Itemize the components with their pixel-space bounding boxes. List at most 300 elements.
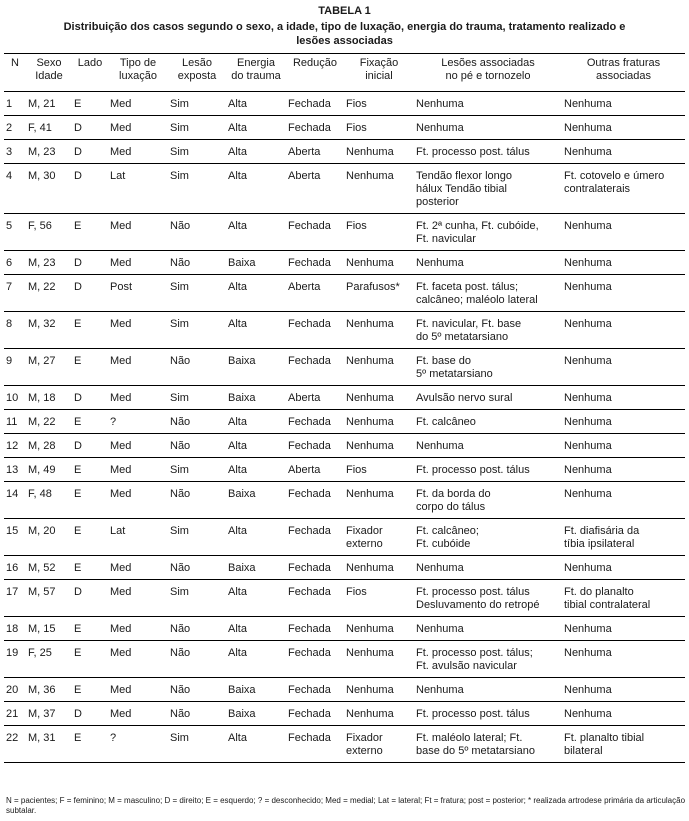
- cell-outras-fraturas: [562, 312, 685, 349]
- cell-text-line: Fixador: [346, 525, 383, 537]
- cell-lesao-exposta: Não: [170, 684, 191, 696]
- cell-sexo-idade: M, 31: [28, 732, 56, 744]
- cell-sexo-idade: M, 32: [28, 318, 56, 330]
- cell-text-line: Nenhuma: [564, 647, 612, 659]
- cell-energia-trauma: Alta: [228, 281, 247, 293]
- cell-outras-fraturas: [562, 214, 685, 251]
- cell-text-line: Nenhuma: [346, 562, 394, 574]
- cell-lesoes-associadas: [414, 434, 562, 458]
- cell-text-line: Desluvamento do retropé: [416, 599, 540, 611]
- cell-lado: E: [74, 732, 82, 744]
- cell-lesoes-associadas: [414, 726, 562, 763]
- cell-reducao: Aberta: [288, 170, 321, 182]
- cell-tipo-luxacao: Med: [110, 464, 132, 476]
- cell-tipo-luxacao: Post: [110, 281, 133, 293]
- cell-n: 10: [6, 392, 19, 404]
- cell-lado: E: [74, 647, 82, 659]
- cell-text-line: Nenhuma: [564, 464, 612, 476]
- cell-text-line: Fios: [346, 122, 367, 134]
- header-lado: Lado: [77, 57, 103, 69]
- cell-text-line: Ft. avulsão navicular: [416, 660, 517, 672]
- cell-sexo-idade: F, 41: [28, 122, 52, 134]
- cell-text-line: Nenhuma: [416, 562, 464, 574]
- cell-energia-trauma: Alta: [228, 122, 247, 134]
- cell-n: 22: [6, 732, 19, 744]
- cell-text-line: calcâneo; maléolo lateral: [416, 294, 538, 306]
- cell-lesoes-associadas: [414, 164, 562, 214]
- cell-energia-trauma: Alta: [228, 146, 247, 158]
- cell-text-line: Nenhuma: [564, 281, 612, 293]
- cell-sexo-idade: M, 57: [28, 586, 56, 598]
- cell-text-line: Nenhuma: [416, 122, 464, 134]
- cell-reducao: Fechada: [288, 525, 331, 537]
- cell-text-line: Ft. planalto tibial: [564, 732, 645, 744]
- cell-fixacao-inicial: [344, 519, 414, 556]
- cell-outras-fraturas: [562, 641, 685, 678]
- cell-tipo-luxacao: Med: [110, 392, 132, 404]
- cell-text-line: Fios: [346, 586, 367, 598]
- cell-outras-fraturas: [562, 678, 685, 702]
- cell-text-line: Nenhuma: [564, 708, 612, 720]
- cell-text-line: Ft. processo post. tálus: [416, 708, 530, 720]
- cell-reducao: Fechada: [288, 488, 331, 500]
- cell-n: 14: [6, 488, 19, 500]
- cell-n: 7: [6, 281, 13, 293]
- cell-n: 13: [6, 464, 19, 476]
- cell-outras-fraturas: [562, 164, 685, 214]
- cell-lesoes-associadas: [414, 349, 562, 386]
- cell-tipo-luxacao: Med: [110, 146, 132, 158]
- cell-text-line: Nenhuma: [346, 146, 394, 158]
- cell-sexo-idade: M, 49: [28, 464, 56, 476]
- cell-text-line: Nenhuma: [346, 416, 394, 428]
- table-row: [4, 275, 685, 312]
- cell-n: 20: [6, 684, 19, 696]
- cell-text-line: Fixador: [346, 732, 383, 744]
- cell-text-line: Nenhuma: [416, 684, 464, 696]
- cell-sexo-idade: M, 23: [28, 146, 56, 158]
- cell-fixacao-inicial: [344, 641, 414, 678]
- cell-energia-trauma: Alta: [228, 98, 247, 110]
- cell-tipo-luxacao: Med: [110, 586, 132, 598]
- cell-text-line: corpo do tálus: [416, 501, 486, 513]
- table-row: [4, 312, 685, 349]
- cell-n: 2: [6, 122, 13, 134]
- cell-tipo-luxacao: Med: [110, 220, 132, 232]
- cell-outras-fraturas: [562, 580, 685, 617]
- cell-sexo-idade: F, 56: [28, 220, 52, 232]
- cell-lado: E: [74, 562, 82, 574]
- cell-sexo-idade: M, 18: [28, 392, 56, 404]
- cell-lesao-exposta: Não: [170, 562, 191, 574]
- cell-outras-fraturas: [562, 410, 685, 434]
- cell-reducao: Aberta: [288, 281, 321, 293]
- cell-n: 12: [6, 440, 19, 452]
- cell-reducao: Fechada: [288, 440, 331, 452]
- cell-text-line: tíbia ipsilateral: [564, 538, 635, 550]
- cell-lesao-exposta: Sim: [170, 318, 189, 330]
- cell-text-line: Ft. processo post. tálus: [416, 146, 530, 158]
- cell-lesoes-associadas: [414, 410, 562, 434]
- cell-energia-trauma: Baixa: [228, 355, 256, 367]
- cell-lesao-exposta: Sim: [170, 525, 189, 537]
- cell-outras-fraturas: [562, 92, 685, 116]
- cell-text-line: posterior: [416, 196, 459, 208]
- cell-fixacao-inicial: [344, 678, 414, 702]
- cell-reducao: Fechada: [288, 318, 331, 330]
- cell-outras-fraturas: [562, 251, 685, 275]
- header-lesao-exposta: Lesão exposta: [177, 57, 217, 82]
- cell-text-line: do 5º metatarsiano: [416, 331, 509, 343]
- cell-lesoes-associadas: [414, 482, 562, 519]
- cell-text-line: externo: [346, 745, 383, 757]
- cell-tipo-luxacao: Med: [110, 488, 132, 500]
- cell-lado: E: [74, 355, 82, 367]
- cell-text-line: Nenhuma: [564, 562, 612, 574]
- cell-reducao: Fechada: [288, 355, 331, 367]
- cell-fixacao-inicial: [344, 349, 414, 386]
- cell-reducao: Fechada: [288, 257, 331, 269]
- cell-reducao: Fechada: [288, 623, 331, 635]
- cell-text-line: Ft. processo post. tálus: [416, 464, 530, 476]
- cell-lesao-exposta: Sim: [170, 281, 189, 293]
- cell-text-line: externo: [346, 538, 383, 550]
- cell-text-line: Fios: [346, 464, 367, 476]
- table-row: [4, 726, 685, 763]
- cell-lesoes-associadas: [414, 116, 562, 140]
- cell-lesao-exposta: Não: [170, 708, 191, 720]
- cell-lado: E: [74, 98, 82, 110]
- cell-energia-trauma: Baixa: [228, 257, 256, 269]
- cell-lesoes-associadas: [414, 312, 562, 349]
- cell-lesao-exposta: Não: [170, 440, 191, 452]
- cell-fixacao-inicial: [344, 726, 414, 763]
- table-row: [4, 410, 685, 434]
- cell-lado: D: [74, 708, 82, 720]
- table-row: [4, 556, 685, 580]
- cell-sexo-idade: M, 37: [28, 708, 56, 720]
- cell-text-line: Ft. maléolo lateral; Ft.: [416, 732, 523, 744]
- cell-n: 21: [6, 708, 19, 720]
- cell-energia-trauma: Baixa: [228, 488, 256, 500]
- cell-text-line: Nenhuma: [564, 355, 612, 367]
- cell-reducao: Aberta: [288, 464, 321, 476]
- table-row: [4, 386, 685, 410]
- cell-reducao: Fechada: [288, 98, 331, 110]
- cell-lado: E: [74, 684, 82, 696]
- cell-text-line: Nenhuma: [564, 257, 612, 269]
- cell-tipo-luxacao: Med: [110, 440, 132, 452]
- cell-lesoes-associadas: [414, 641, 562, 678]
- table-row: [4, 349, 685, 386]
- cell-sexo-idade: M, 27: [28, 355, 56, 367]
- cell-text-line: Tendão flexor longo: [416, 170, 513, 182]
- cell-outras-fraturas: [562, 702, 685, 726]
- cell-outras-fraturas: [562, 349, 685, 386]
- cell-text-line: Ft. base do: [416, 355, 472, 367]
- cell-outras-fraturas: [562, 617, 685, 641]
- cell-tipo-luxacao: Med: [110, 257, 132, 269]
- header-row: [4, 54, 685, 92]
- cell-lado: E: [74, 525, 82, 537]
- cell-text-line: Nenhuma: [346, 684, 394, 696]
- cell-fixacao-inicial: [344, 617, 414, 641]
- cell-n: 9: [6, 355, 13, 367]
- cell-tipo-luxacao: Med: [110, 98, 132, 110]
- cell-lado: E: [74, 623, 82, 635]
- cell-lesoes-associadas: [414, 580, 562, 617]
- cell-outras-fraturas: [562, 116, 685, 140]
- cell-n: 1: [6, 98, 13, 110]
- cell-text-line: Nenhuma: [346, 355, 394, 367]
- cell-n: 18: [6, 623, 19, 635]
- cell-tipo-luxacao: Med: [110, 318, 132, 330]
- cell-lesao-exposta: Sim: [170, 146, 189, 158]
- cell-lado: D: [74, 586, 82, 598]
- cell-n: 3: [6, 146, 13, 158]
- cell-lesao-exposta: Sim: [170, 122, 189, 134]
- cell-lado: D: [74, 122, 82, 134]
- cell-lesoes-associadas: [414, 386, 562, 410]
- cell-text-line: Parafusos*: [346, 281, 400, 293]
- cell-lado: D: [74, 281, 82, 293]
- cell-lesoes-associadas: [414, 275, 562, 312]
- cell-reducao: Aberta: [288, 392, 321, 404]
- cell-lesao-exposta: Não: [170, 623, 191, 635]
- cell-lesoes-associadas: [414, 140, 562, 164]
- cell-reducao: Fechada: [288, 586, 331, 598]
- cell-n: 15: [6, 525, 19, 537]
- cell-text-line: Ft. 2ª cunha, Ft. cubóide,: [416, 220, 539, 232]
- cell-text-line: Nenhuma: [346, 392, 394, 404]
- cell-sexo-idade: M, 20: [28, 525, 56, 537]
- header-reducao: Redução: [292, 57, 338, 69]
- cell-sexo-idade: F, 48: [28, 488, 52, 500]
- header-fixacao-inicial: Fixação inicial: [359, 57, 399, 82]
- cell-energia-trauma: Alta: [228, 170, 247, 182]
- cell-outras-fraturas: [562, 275, 685, 312]
- cell-tipo-luxacao: Med: [110, 708, 132, 720]
- header-tipo-luxacao: Tipo de luxação: [119, 57, 157, 82]
- cell-text-line: Nenhuma: [564, 98, 612, 110]
- cell-text-line: Ft. cubóide: [416, 538, 471, 550]
- cell-lado: E: [74, 488, 82, 500]
- cell-n: 8: [6, 318, 13, 330]
- cell-tipo-luxacao: Med: [110, 623, 132, 635]
- cell-sexo-idade: M, 15: [28, 623, 56, 635]
- cell-lesao-exposta: Sim: [170, 464, 189, 476]
- cell-lesoes-associadas: [414, 519, 562, 556]
- table-body: [4, 92, 685, 763]
- cell-lesao-exposta: Sim: [170, 586, 189, 598]
- header-outras-fraturas: Outras fraturas associadas: [586, 57, 661, 82]
- cell-reducao: Fechada: [288, 732, 331, 744]
- cell-outras-fraturas: [562, 458, 685, 482]
- cell-tipo-luxacao: ?: [110, 416, 117, 428]
- table-row: [4, 641, 685, 678]
- cell-lesao-exposta: Sim: [170, 98, 189, 110]
- cell-outras-fraturas: [562, 386, 685, 410]
- cell-energia-trauma: Alta: [228, 647, 247, 659]
- cell-text-line: Nenhuma: [346, 440, 394, 452]
- cell-text-line: Ft. processo post. tálus: [416, 586, 530, 598]
- table-row: [4, 92, 685, 116]
- cell-lesao-exposta: Não: [170, 647, 191, 659]
- cell-n: 5: [6, 220, 13, 232]
- table-row: [4, 617, 685, 641]
- cell-lado: E: [74, 220, 82, 232]
- cell-energia-trauma: Baixa: [228, 392, 256, 404]
- cell-lado: D: [74, 392, 82, 404]
- table-footnote: N = pacientes; F = feminino; M = masculino; D = direito; E = esquerdo; ? = desconhecido; Med = medial; Lat = lateral; Ft = fratura; post = posterior; * realizada artrodese primária da articulação subtalar.: [6, 796, 686, 815]
- cell-lado: E: [74, 318, 82, 330]
- cell-energia-trauma: Baixa: [228, 708, 256, 720]
- cell-tipo-luxacao: Lat: [110, 525, 126, 537]
- cell-text-line: Avulsão nervo sural: [416, 392, 513, 404]
- cell-text-line: tibial contralateral: [564, 599, 651, 611]
- cell-fixacao-inicial: [344, 116, 414, 140]
- cell-text-line: Ft. diafisária da: [564, 525, 640, 537]
- cell-fixacao-inicial: [344, 386, 414, 410]
- cell-text-line: Ft. do planalto: [564, 586, 634, 598]
- cell-text-line: Nenhuma: [346, 647, 394, 659]
- cell-fixacao-inicial: [344, 580, 414, 617]
- cell-text-line: Nenhuma: [416, 98, 464, 110]
- cell-reducao: Aberta: [288, 146, 321, 158]
- table-row: [4, 251, 685, 275]
- cell-fixacao-inicial: [344, 164, 414, 214]
- cell-lado: E: [74, 464, 82, 476]
- cell-lado: E: [74, 416, 82, 428]
- table-row: [4, 164, 685, 214]
- cell-lesoes-associadas: [414, 556, 562, 580]
- cell-text-line: Nenhuma: [346, 488, 394, 500]
- cell-text-line: Nenhuma: [564, 122, 612, 134]
- cell-tipo-luxacao: Med: [110, 355, 132, 367]
- cell-text-line: 5º metatarsiano: [416, 368, 493, 380]
- table-subtitle: Distribuição dos casos segundo o sexo, a idade, tipo de luxação, energia do trauma, tratamento realizado e lesões associadas: [63, 21, 626, 47]
- table-title: TABELA 1: [318, 5, 371, 17]
- cell-text-line: Ft. da borda do: [416, 488, 491, 500]
- cell-sexo-idade: M, 52: [28, 562, 56, 574]
- cell-sexo-idade: M, 28: [28, 440, 56, 452]
- cell-sexo-idade: M, 22: [28, 281, 56, 293]
- cell-tipo-luxacao: Med: [110, 684, 132, 696]
- cell-outras-fraturas: [562, 556, 685, 580]
- cell-lesao-exposta: Não: [170, 257, 191, 269]
- cell-outras-fraturas: [562, 434, 685, 458]
- cell-n: 4: [6, 170, 13, 182]
- cell-energia-trauma: Alta: [228, 623, 247, 635]
- cell-outras-fraturas: [562, 482, 685, 519]
- cell-text-line: Nenhuma: [416, 440, 464, 452]
- table-row: [4, 458, 685, 482]
- cell-text-line: Nenhuma: [564, 488, 612, 500]
- cell-lesao-exposta: Não: [170, 220, 191, 232]
- cell-n: 11: [6, 416, 18, 428]
- cell-text-line: Ft. navicular: [416, 233, 476, 245]
- cell-text-line: Nenhuma: [564, 318, 612, 330]
- table-row: [4, 214, 685, 251]
- cell-lesoes-associadas: [414, 702, 562, 726]
- cell-reducao: Fechada: [288, 647, 331, 659]
- cell-text-line: Nenhuma: [416, 623, 464, 635]
- cell-outras-fraturas: [562, 140, 685, 164]
- cell-energia-trauma: Alta: [228, 464, 247, 476]
- cell-text-line: Nenhuma: [346, 257, 394, 269]
- cell-lado: D: [74, 257, 82, 269]
- table-row: [4, 580, 685, 617]
- table-row: [4, 116, 685, 140]
- cell-energia-trauma: Alta: [228, 318, 247, 330]
- cell-lesao-exposta: Não: [170, 355, 191, 367]
- cell-fixacao-inicial: [344, 214, 414, 251]
- cell-text-line: Fios: [346, 98, 367, 110]
- cell-reducao: Fechada: [288, 416, 331, 428]
- cell-text-line: Nenhuma: [346, 708, 394, 720]
- cell-lesao-exposta: Não: [170, 488, 191, 500]
- cell-text-line: Ft. cotovelo e úmero: [564, 170, 665, 182]
- cell-energia-trauma: Alta: [228, 732, 247, 744]
- cell-n: 17: [6, 586, 19, 598]
- cases-table: [4, 53, 685, 763]
- cell-lesoes-associadas: [414, 678, 562, 702]
- cell-lesoes-associadas: [414, 617, 562, 641]
- cell-text-line: Nenhuma: [416, 257, 464, 269]
- cell-text-line: Ft. calcâneo;: [416, 525, 479, 537]
- cell-fixacao-inicial: [344, 92, 414, 116]
- cell-text-line: Nenhuma: [564, 684, 612, 696]
- cell-text-line: Nenhuma: [346, 623, 394, 635]
- cell-energia-trauma: Baixa: [228, 562, 256, 574]
- cell-lesoes-associadas: [414, 251, 562, 275]
- cell-fixacao-inicial: [344, 482, 414, 519]
- cell-text-line: Nenhuma: [346, 170, 394, 182]
- cell-outras-fraturas: [562, 519, 685, 556]
- cell-fixacao-inicial: [344, 410, 414, 434]
- cell-text-line: bilateral: [564, 745, 603, 757]
- cell-reducao: Fechada: [288, 684, 331, 696]
- cell-text-line: Nenhuma: [346, 318, 394, 330]
- cell-sexo-idade: M, 30: [28, 170, 56, 182]
- table-row: [4, 678, 685, 702]
- cell-fixacao-inicial: [344, 434, 414, 458]
- cell-text-line: Nenhuma: [564, 220, 612, 232]
- cell-text-line: hálux Tendão tibial: [416, 183, 507, 195]
- cell-sexo-idade: M, 36: [28, 684, 56, 696]
- cell-text-line: Nenhuma: [564, 416, 612, 428]
- cell-reducao: Fechada: [288, 708, 331, 720]
- table-row: [4, 434, 685, 458]
- cell-text-line: Ft. faceta post. tálus;: [416, 281, 519, 293]
- cell-text-line: Ft. calcâneo: [416, 416, 476, 428]
- cell-lado: D: [74, 440, 82, 452]
- cell-text-line: base do 5º metatarsiano: [416, 745, 535, 757]
- cell-reducao: Fechada: [288, 220, 331, 232]
- header-n: N: [11, 57, 19, 69]
- cell-text-line: Nenhuma: [564, 623, 612, 635]
- cell-text-line: Ft. navicular, Ft. base: [416, 318, 522, 330]
- cell-lesao-exposta: Sim: [170, 170, 189, 182]
- cell-fixacao-inicial: [344, 275, 414, 312]
- cell-lesoes-associadas: [414, 92, 562, 116]
- cell-n: 6: [6, 257, 13, 269]
- cell-fixacao-inicial: [344, 312, 414, 349]
- table-row: [4, 140, 685, 164]
- cell-lesoes-associadas: [414, 214, 562, 251]
- cell-text-line: Nenhuma: [564, 440, 612, 452]
- cell-energia-trauma: Alta: [228, 525, 247, 537]
